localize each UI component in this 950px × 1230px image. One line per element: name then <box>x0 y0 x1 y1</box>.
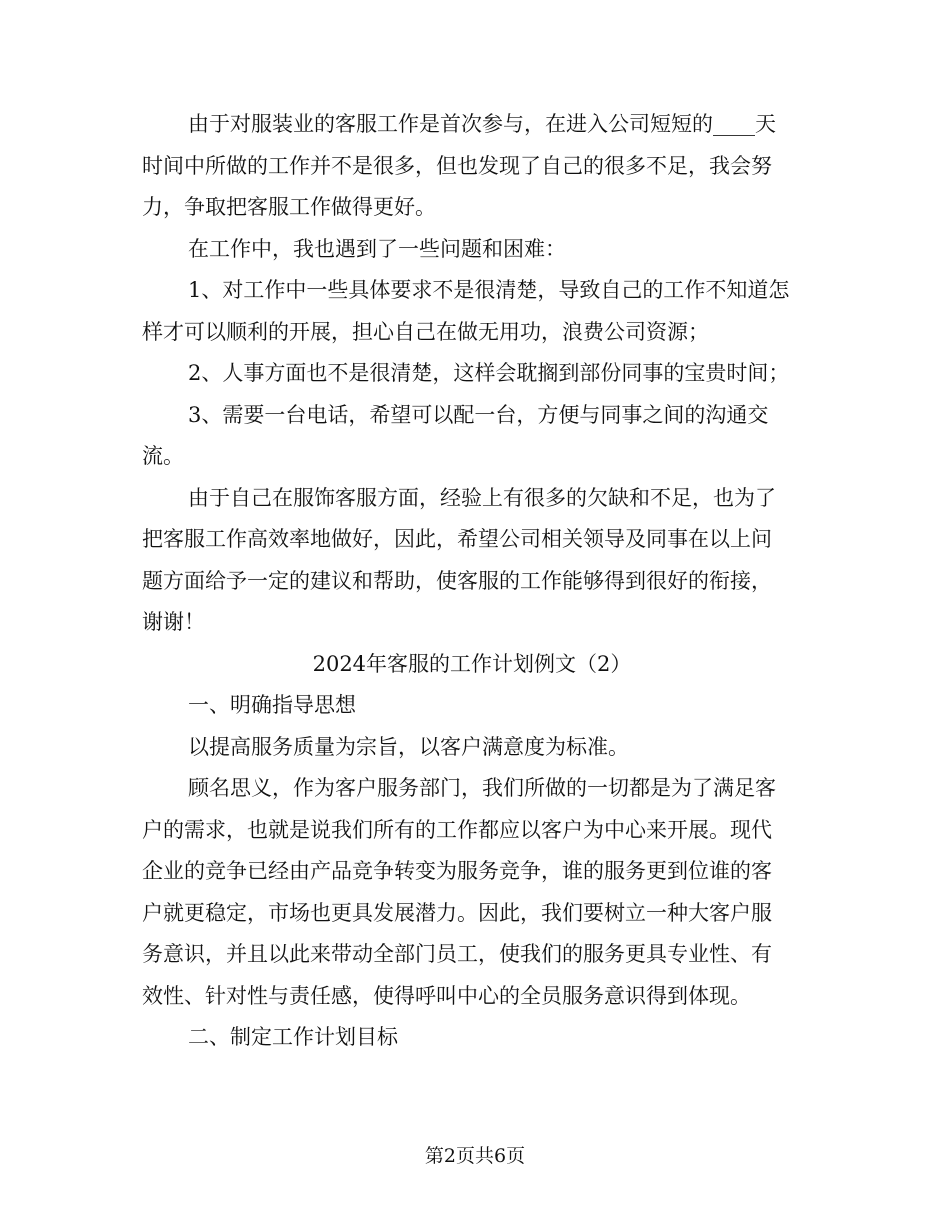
paragraph-line: 由于自己在服饰客服方面，经验上有很多的欠缺和不足，也为了 <box>188 485 776 510</box>
list-item-line: 2、人事方面也不是很清楚，这样会耽搁到部份同事的宝贵时间； <box>188 361 790 385</box>
paragraph-line: 顾名思义，作为客户服务部门，我们所做的一切都是为了满足客 <box>188 776 776 800</box>
paragraph-line: 题方面给予一定的建议和帮助，使客服的工作能够得到很好的衔接， <box>142 568 772 593</box>
page-number: 第2页共6页 <box>424 1145 526 1167</box>
section-heading: 一、明确指导思想 <box>188 693 356 717</box>
paragraph-line: 企业的竞争已经由产品竞争转变为服务竞争，谁的服务更到位谁的客 <box>142 859 772 883</box>
paragraph-line: 户就更稳定，市场也更具发展潜力。因此，我们要树立一种大客户服 <box>142 900 772 925</box>
list-item-line: 样才可以顺利的开展，担心自己在做无用功，浪费公司资源； <box>142 319 709 344</box>
paragraph-line: 谢谢！ <box>142 610 205 634</box>
paragraph-line: 力，争取把客服工作做得更好。 <box>142 195 436 219</box>
list-item-line: 3、需要一台电话，希望可以配一台，方便与同事之间的沟通交 <box>188 402 769 427</box>
paragraph-line: 效性、针对性与责任感，使得呼叫中心的全员服务意识得到体现。 <box>142 983 751 1008</box>
paragraph-line: 务意识，并且以此来带动全部门员工，使我们的服务更具专业性、有 <box>142 942 772 966</box>
list-item-line: 1、对工作中一些具体要求不是很清楚，导致自己的工作不知道怎 <box>188 278 790 302</box>
paragraph-line: 以提高服务质量为宗旨，以客户满意度为标准。 <box>188 734 629 759</box>
paragraph-line: 把客服工作高效率地做好，因此，希望公司相关领导及同事在以上问 <box>142 527 772 551</box>
paragraph-line: 在工作中，我也遇到了一些问题和困难： <box>188 236 566 261</box>
page-footer <box>0 1142 950 1170</box>
section-title: 2024年客服的工作计划例文（2） <box>312 651 632 676</box>
section-heading: 二、制定工作计划目标 <box>188 1025 398 1049</box>
list-item-line: 流。 <box>142 444 184 468</box>
document-body <box>142 104 802 1059</box>
paragraph-line: 时间中所做的工作并不是很多，但也发现了自己的很多不足，我会努 <box>142 153 772 178</box>
paragraph-line: 由于对服装业的客服工作是首次参与，在进入公司短短的____天 <box>188 112 776 136</box>
paragraph-line: 户的需求，也就是说我们所有的工作都应以客户为中心来开展。现代 <box>142 817 772 842</box>
